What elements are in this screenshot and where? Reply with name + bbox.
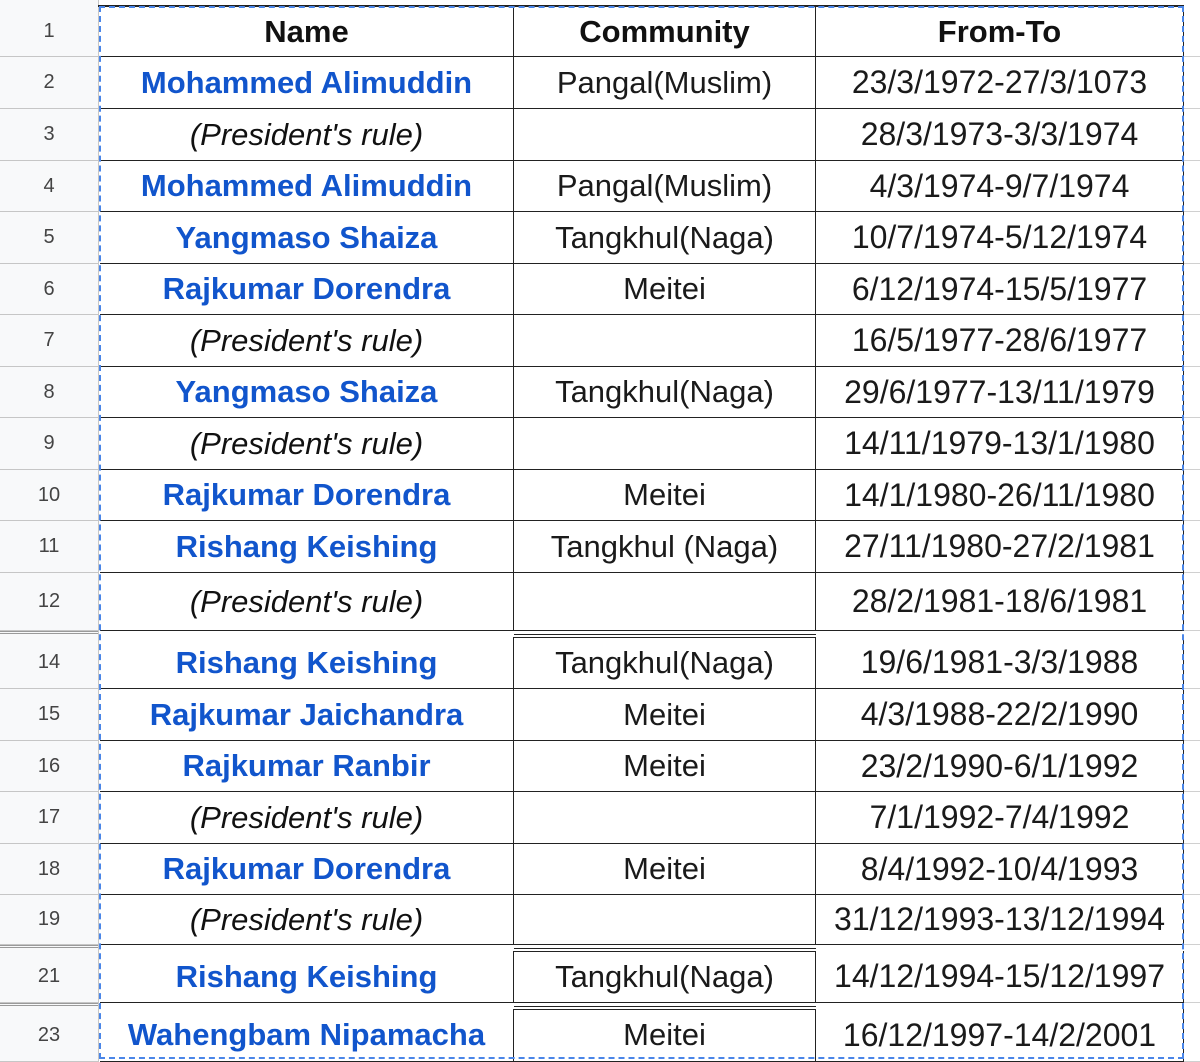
from-to-cell[interactable]: 8/4/1992-10/4/1993 [816, 844, 1184, 895]
empty-cell[interactable] [1184, 57, 1200, 109]
empty-cell[interactable] [1184, 315, 1200, 367]
empty-cell[interactable] [1184, 470, 1200, 521]
name-cell[interactable]: (President's rule) [100, 109, 514, 161]
empty-cell[interactable] [1184, 689, 1200, 741]
from-to-cell[interactable]: 19/6/1981-3/3/1988 [816, 637, 1184, 689]
row-number[interactable]: 4 [0, 161, 98, 212]
community-cell[interactable]: Meitei [514, 741, 816, 792]
table-row [0, 109, 1200, 161]
from-to-cell[interactable]: 28/3/1973-3/3/1974 [816, 109, 1184, 161]
table-row [0, 951, 1200, 1003]
header-name[interactable]: Name [100, 7, 514, 57]
name-cell[interactable]: Mohammed Alimuddin [100, 57, 514, 109]
row-number[interactable]: 2 [0, 57, 98, 109]
row-number[interactable]: 3 [0, 109, 98, 161]
from-to-cell[interactable]: 28/2/1981-18/6/1981 [816, 573, 1184, 631]
empty-cell[interactable] [1184, 212, 1200, 264]
header-community[interactable]: Community [514, 7, 816, 57]
empty-cell[interactable] [1184, 7, 1200, 57]
row-number[interactable]: 1 [0, 7, 98, 57]
community-cell[interactable]: Pangal(Muslim) [514, 161, 816, 212]
name-cell[interactable]: Yangmaso Shaiza [100, 212, 514, 264]
table-row [0, 689, 1200, 741]
empty-cell[interactable] [1184, 1009, 1200, 1062]
table-row [0, 573, 1200, 631]
empty-cell[interactable] [1184, 637, 1200, 689]
row-number[interactable]: 23 [0, 1009, 98, 1062]
from-to-cell[interactable]: 23/2/1990-6/1/1992 [816, 741, 1184, 792]
name-cell[interactable]: Rajkumar Jaichandra [100, 689, 514, 741]
empty-cell[interactable] [1184, 418, 1200, 470]
community-cell[interactable] [514, 792, 816, 844]
community-cell[interactable]: Tangkhul(Naga) [514, 951, 816, 1003]
from-to-cell[interactable]: 31/12/1993-13/12/1994 [816, 895, 1184, 945]
row-number[interactable]: 5 [0, 212, 98, 264]
from-to-cell[interactable]: 27/11/1980-27/2/1981 [816, 521, 1184, 573]
table-row [0, 57, 1200, 109]
community-cell[interactable]: Meitei [514, 844, 816, 895]
empty-cell[interactable] [1184, 521, 1200, 573]
name-cell[interactable]: Rishang Keishing [100, 637, 514, 689]
from-to-cell[interactable]: 7/1/1992-7/4/1992 [816, 792, 1184, 844]
name-cell[interactable]: Mohammed Alimuddin [100, 161, 514, 212]
empty-cell[interactable] [1184, 792, 1200, 844]
row-number[interactable]: 14 [0, 637, 98, 689]
from-to-cell[interactable]: 23/3/1972-27/3/1073 [816, 57, 1184, 109]
from-to-cell[interactable]: 6/12/1974-15/5/1977 [816, 264, 1184, 315]
hidden-rows-indicator[interactable] [0, 631, 98, 634]
empty-cell[interactable] [1184, 264, 1200, 315]
from-to-cell[interactable]: 10/7/1974-5/12/1974 [816, 212, 1184, 264]
community-cell[interactable]: Meitei [514, 264, 816, 315]
name-cell[interactable]: (President's rule) [100, 895, 514, 945]
name-cell[interactable]: Rishang Keishing [100, 951, 514, 1003]
row-number[interactable]: 7 [0, 315, 98, 367]
community-cell[interactable]: Tangkhul(Naga) [514, 637, 816, 689]
row-number[interactable]: 19 [0, 895, 98, 945]
community-cell[interactable]: Tangkhul(Naga) [514, 212, 816, 264]
name-cell[interactable]: Rajkumar Ranbir [100, 741, 514, 792]
name-cell[interactable]: (President's rule) [100, 418, 514, 470]
empty-cell[interactable] [1184, 951, 1200, 1003]
from-to-cell[interactable]: 14/1/1980-26/11/1980 [816, 470, 1184, 521]
from-to-cell[interactable]: 16/12/1997-14/2/2001 [816, 1009, 1184, 1062]
table-row [0, 1009, 1200, 1062]
table-row [0, 315, 1200, 367]
from-to-cell[interactable]: 4/3/1974-9/7/1974 [816, 161, 1184, 212]
hidden-rows-indicator[interactable] [0, 945, 98, 948]
row-number[interactable]: 21 [0, 951, 98, 1003]
row-number[interactable]: 12 [0, 573, 98, 631]
name-cell[interactable]: (President's rule) [100, 792, 514, 844]
empty-cell[interactable] [1184, 109, 1200, 161]
table-row [0, 264, 1200, 315]
row-number[interactable]: 9 [0, 418, 98, 470]
community-cell[interactable] [514, 418, 816, 470]
name-cell[interactable]: Rishang Keishing [100, 521, 514, 573]
community-cell[interactable]: Pangal(Muslim) [514, 57, 816, 109]
community-cell[interactable]: Meitei [514, 470, 816, 521]
community-cell[interactable]: Tangkhul (Naga) [514, 521, 816, 573]
empty-cell[interactable] [1184, 844, 1200, 895]
from-to-cell[interactable]: 4/3/1988-22/2/1990 [816, 689, 1184, 741]
table-row [0, 212, 1200, 264]
row-number[interactable]: 16 [0, 741, 98, 792]
row-number[interactable]: 10 [0, 470, 98, 521]
table-row [0, 367, 1200, 418]
empty-cell[interactable] [1184, 741, 1200, 792]
table-row [0, 792, 1200, 844]
from-to-cell[interactable]: 29/6/1977-13/11/1979 [816, 367, 1184, 418]
name-cell[interactable]: Rajkumar Dorendra [100, 470, 514, 521]
table-header-row [0, 7, 1200, 57]
community-cell[interactable]: Meitei [514, 1009, 816, 1062]
from-to-cell[interactable]: 14/11/1979-13/1/1980 [816, 418, 1184, 470]
table-row [0, 895, 1200, 945]
from-to-cell[interactable]: 16/5/1977-28/6/1977 [816, 315, 1184, 367]
table-row [0, 418, 1200, 470]
table-row [0, 741, 1200, 792]
hidden-rows-indicator[interactable] [0, 1003, 98, 1006]
row-number[interactable]: 11 [0, 521, 98, 573]
from-to-cell[interactable]: 14/12/1994-15/12/1997 [816, 951, 1184, 1003]
table-row [0, 637, 1200, 689]
empty-cell[interactable] [1184, 895, 1200, 945]
row-number[interactable]: 17 [0, 792, 98, 844]
row-number[interactable]: 15 [0, 689, 98, 741]
table-row [0, 521, 1200, 573]
row-number[interactable]: 8 [0, 367, 98, 418]
header-from-to[interactable]: From-To [816, 7, 1184, 57]
name-cell[interactable]: (President's rule) [100, 315, 514, 367]
community-cell[interactable]: Tangkhul(Naga) [514, 367, 816, 418]
community-cell[interactable] [514, 109, 816, 161]
name-cell[interactable]: Rajkumar Dorendra [100, 844, 514, 895]
table-row [0, 844, 1200, 895]
name-cell[interactable]: Yangmaso Shaiza [100, 367, 514, 418]
empty-cell[interactable] [1184, 161, 1200, 212]
row-number[interactable]: 6 [0, 264, 98, 315]
name-cell[interactable]: Wahengbam Nipamacha [100, 1009, 514, 1062]
community-cell[interactable] [514, 315, 816, 367]
community-cell[interactable] [514, 573, 816, 631]
empty-cell[interactable] [1184, 367, 1200, 418]
empty-cell[interactable] [1184, 573, 1200, 631]
table-row [0, 161, 1200, 212]
row-number[interactable]: 18 [0, 844, 98, 895]
name-cell[interactable]: Rajkumar Dorendra [100, 264, 514, 315]
community-cell[interactable] [514, 895, 816, 945]
table-row [0, 470, 1200, 521]
name-cell[interactable]: (President's rule) [100, 573, 514, 631]
community-cell[interactable]: Meitei [514, 689, 816, 741]
